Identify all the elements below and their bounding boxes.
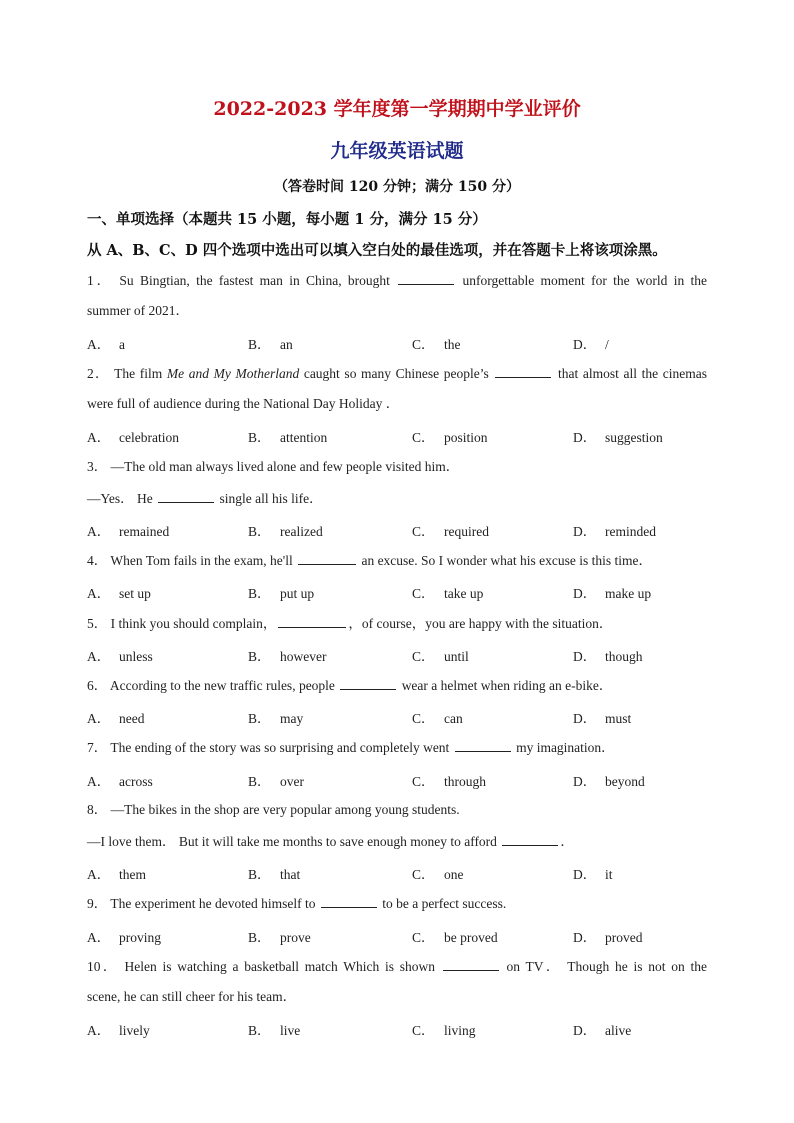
option-a <box>87 1019 150 1039</box>
question-9-line-1 <box>87 894 707 913</box>
option-text: alive <box>605 1023 632 1038</box>
option-text: proved <box>605 930 643 945</box>
exam-time-note: （答卷时间 120 分钟；满分 150 分） <box>274 179 520 195</box>
option-text: set up <box>119 586 151 601</box>
option-a <box>87 520 169 540</box>
question-text: 2． The film <box>87 366 167 381</box>
option-letter: C． <box>412 930 435 945</box>
question-text: unforgettable moment for the world in the <box>456 273 707 288</box>
answer-blank <box>298 551 356 565</box>
option-letter: D． <box>573 867 597 882</box>
option-b <box>248 333 293 353</box>
option-a <box>87 863 146 883</box>
option-letter: B． <box>248 930 271 945</box>
answer-blank <box>321 894 377 908</box>
option-c <box>412 645 469 665</box>
exam-subtitle: 九年级英语试题 <box>330 140 464 162</box>
option-text: remained <box>119 524 170 539</box>
option-letter: A． <box>87 774 111 789</box>
option-letter: B． <box>248 524 271 539</box>
question-9-options <box>87 926 707 944</box>
option-c <box>412 333 461 353</box>
option-text: through <box>444 774 486 789</box>
option-a <box>87 707 144 727</box>
option-text: beyond <box>605 774 645 789</box>
question-text: an excuse. So I wonder what his excuse is this time． <box>358 553 653 568</box>
option-text: it <box>605 867 613 882</box>
option-letter: C． <box>412 711 435 726</box>
option-text: live <box>280 1023 301 1038</box>
option-c <box>412 707 463 727</box>
option-letter: D． <box>573 930 597 945</box>
option-text: position <box>444 430 488 445</box>
question-text: 8． —The bikes in the shop are very popular among young students. <box>87 802 460 817</box>
question-8-line-1 <box>87 801 707 819</box>
option-letter: A． <box>87 524 111 539</box>
option-b <box>248 707 303 727</box>
option-letter: A． <box>87 586 111 601</box>
option-text: reminded <box>605 524 656 539</box>
option-text: a <box>119 337 125 352</box>
option-text: until <box>444 649 469 664</box>
question-text: scene, he can still cheer for his team． <box>87 989 297 1004</box>
option-letter: B． <box>248 430 271 445</box>
answer-blank <box>398 271 454 285</box>
question-text: my imagination． <box>512 740 615 755</box>
question-1-options <box>87 333 707 351</box>
question-10-line-2 <box>87 988 707 1006</box>
option-text: / <box>605 337 609 352</box>
question-text: that almost all the cinemas <box>553 366 707 381</box>
option-b <box>248 770 304 790</box>
option-letter: A． <box>87 337 111 352</box>
question-text: —I love them． But it will take me months to save enough money to afford <box>87 834 501 849</box>
option-letter: C． <box>412 337 435 352</box>
option-text: can <box>444 711 463 726</box>
option-text: an <box>280 337 293 352</box>
option-d <box>573 707 631 727</box>
option-b <box>248 520 323 540</box>
option-letter: D． <box>573 774 597 789</box>
option-text: must <box>605 711 632 726</box>
question-2-line-2 <box>87 395 707 413</box>
answer-blank <box>340 676 396 690</box>
question-text: 6． According to the new traffic rules, people <box>87 678 339 693</box>
section-heading: 一、单项选择（本题共 15 小题，每小题 1 分，满分 15 分） <box>87 211 487 228</box>
question-text: single all his life． <box>216 491 323 506</box>
option-d <box>573 863 613 883</box>
question-text: to be a perfect success. <box>378 896 507 911</box>
answer-blank <box>502 832 558 846</box>
option-letter: D． <box>573 1023 597 1038</box>
option-a <box>87 333 125 353</box>
question-text: on TV． Though he is not on the <box>500 959 707 974</box>
option-letter: D． <box>573 337 597 352</box>
question-4-options <box>87 582 707 600</box>
option-b <box>248 645 326 665</box>
option-letter: D． <box>573 524 597 539</box>
option-letter: B． <box>248 337 271 352</box>
option-d <box>573 645 643 665</box>
question-text: 3． —The old man always lived alone and few people visited him． <box>87 459 460 474</box>
option-text: over <box>280 774 304 789</box>
question-8-line-2 <box>87 832 707 851</box>
option-text: may <box>280 711 304 726</box>
option-d <box>573 520 656 540</box>
option-letter: C． <box>412 1023 435 1038</box>
option-letter: A． <box>87 1023 111 1038</box>
option-text: be proved <box>444 930 498 945</box>
option-text: make up <box>605 586 652 601</box>
exam-title: 2022-2023 学年度第一学期期中学业评价 <box>213 98 581 120</box>
question-5-line-1 <box>87 614 707 633</box>
question-text: were full of audience during the National Day Holiday ． <box>87 396 400 411</box>
option-letter: D． <box>573 430 597 445</box>
option-a <box>87 770 153 790</box>
question-3-options <box>87 520 707 538</box>
answer-blank <box>443 957 499 971</box>
option-a <box>87 426 179 446</box>
question-text: caught so many Chinese people’s <box>299 366 494 381</box>
question-text: ，of course，you are happy with the situation． <box>348 616 613 631</box>
option-d <box>573 770 645 790</box>
question-7-options <box>87 770 707 788</box>
option-text: them <box>119 867 146 882</box>
option-text: attention <box>280 430 328 445</box>
option-text: though <box>605 649 643 664</box>
option-text: prove <box>280 930 311 945</box>
option-c <box>412 770 486 790</box>
question-7-line-1 <box>87 738 707 757</box>
question-2-line-1 <box>87 364 707 383</box>
question-2-options <box>87 426 707 444</box>
option-b <box>248 1019 300 1039</box>
answer-blank <box>455 738 511 752</box>
option-text: unless <box>119 649 153 664</box>
option-letter: C． <box>412 867 435 882</box>
question-1-line-2 <box>87 302 707 320</box>
option-c <box>412 926 498 946</box>
option-text: suggestion <box>605 430 663 445</box>
option-letter: B． <box>248 1023 271 1038</box>
option-letter: A． <box>87 430 111 445</box>
option-text: lively <box>119 1023 150 1038</box>
option-text: the <box>444 337 461 352</box>
option-letter: A． <box>87 930 111 945</box>
option-letter: C． <box>412 586 435 601</box>
option-c <box>412 520 489 540</box>
option-letter: B． <box>248 867 271 882</box>
question-text: —Yes． He <box>87 491 157 506</box>
option-d <box>573 333 609 353</box>
option-letter: A． <box>87 649 111 664</box>
question-text: summer of 2021． <box>87 303 189 318</box>
question-3-line-2 <box>87 489 707 508</box>
question-text: 7． The ending of the story was so surprising and completely went <box>87 740 453 755</box>
answer-blank <box>158 489 214 503</box>
option-d <box>573 1019 631 1039</box>
option-letter: A． <box>87 867 111 882</box>
option-text: that <box>280 867 301 882</box>
question-text: 5． I think you should complain， <box>87 616 277 631</box>
answer-blank <box>495 364 551 378</box>
option-c <box>412 1019 476 1039</box>
option-letter: D． <box>573 649 597 664</box>
option-b <box>248 863 300 883</box>
option-text: however <box>280 649 327 664</box>
question-8-options <box>87 863 707 881</box>
option-b <box>248 426 327 446</box>
option-text: living <box>444 1023 476 1038</box>
question-text: Me and My Motherland <box>166 366 300 381</box>
option-a <box>87 645 153 665</box>
option-text: take up <box>444 586 484 601</box>
option-b <box>248 582 314 602</box>
option-d <box>573 926 643 946</box>
option-d <box>573 582 651 602</box>
question-text: ． <box>560 834 574 849</box>
option-a <box>87 582 151 602</box>
option-letter: C． <box>412 430 435 445</box>
option-text: proving <box>119 930 161 945</box>
question-4-line-1 <box>87 551 707 570</box>
option-text: celebration <box>119 430 179 445</box>
question-10-options <box>87 1019 707 1037</box>
option-text: required <box>444 524 489 539</box>
question-text: 10． Helen is watching a basketball match Which is shown <box>87 959 441 974</box>
option-b <box>248 926 311 946</box>
option-letter: B． <box>248 586 271 601</box>
question-3-line-1 <box>87 458 707 476</box>
option-a <box>87 926 161 946</box>
option-letter: D． <box>573 711 597 726</box>
question-text: 4． When Tom fails in the exam, he'll <box>87 553 297 568</box>
option-letter: C． <box>412 774 435 789</box>
question-text: 1． Su Bingtian, the fastest man in China, brought <box>87 273 397 288</box>
question-6-line-1 <box>87 676 707 695</box>
option-text: across <box>119 774 153 789</box>
option-text: put up <box>280 586 315 601</box>
option-text: one <box>444 867 464 882</box>
option-c <box>412 426 488 446</box>
option-letter: C． <box>412 524 435 539</box>
question-5-options <box>87 645 707 663</box>
option-text: need <box>119 711 145 726</box>
question-1-line-1 <box>87 271 707 290</box>
option-letter: C． <box>412 649 435 664</box>
question-6-options <box>87 707 707 725</box>
answer-blank <box>278 614 346 628</box>
option-c <box>412 863 464 883</box>
option-letter: B． <box>248 774 271 789</box>
option-letter: D． <box>573 586 597 601</box>
option-letter: B． <box>248 649 271 664</box>
question-10-line-1 <box>87 957 707 976</box>
section-instruction: 从 A、B、C、D 四个选项中选出可以填入空白处的最佳选项，并在答题卡上将该项涂黑。 <box>87 242 667 259</box>
question-text: wear a helmet when riding an e-bike． <box>398 678 613 693</box>
question-text: 9． The experiment he devoted himself to <box>87 896 319 911</box>
option-letter: A． <box>87 711 111 726</box>
option-text: realized <box>280 524 323 539</box>
option-d <box>573 426 663 446</box>
option-c <box>412 582 483 602</box>
option-letter: B． <box>248 711 271 726</box>
